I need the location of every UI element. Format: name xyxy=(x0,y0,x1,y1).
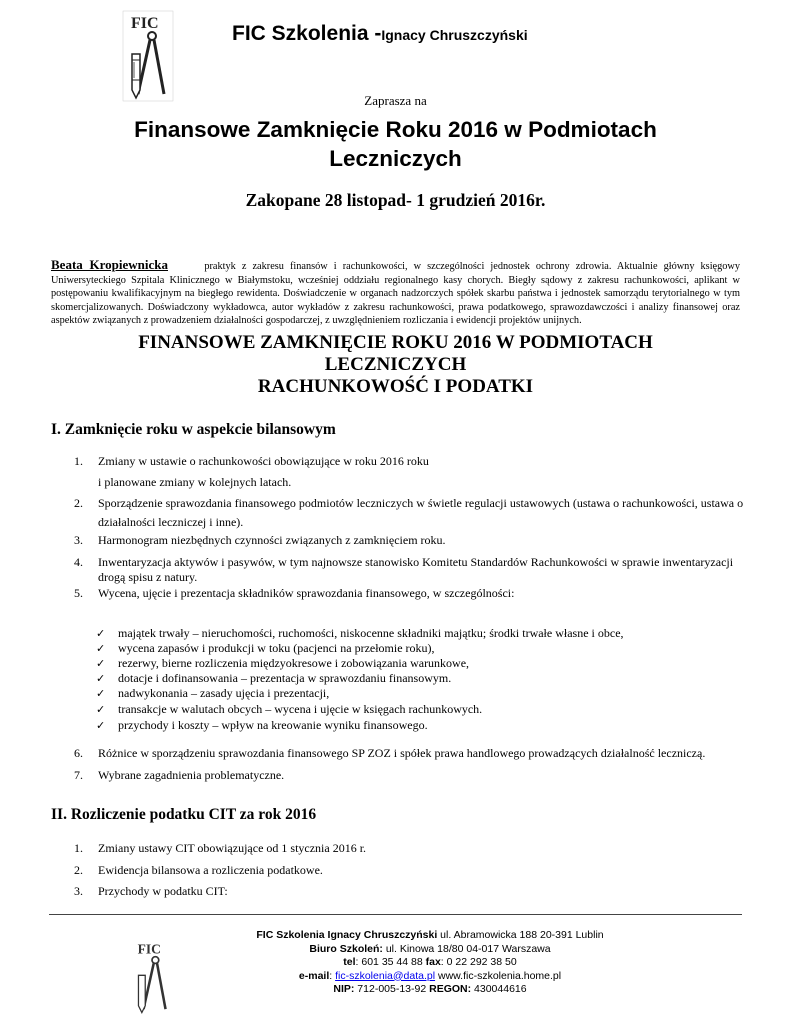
item-number: 1. xyxy=(74,454,83,468)
item-number: 3. xyxy=(74,884,83,898)
check-icon: ✓ xyxy=(96,642,106,655)
item-text: Przychody w podatku CIT: xyxy=(98,884,228,898)
item-number: 5. xyxy=(74,586,83,600)
item-number: 3. xyxy=(74,533,83,547)
program-title-line-1: FINANSOWE ZAMKNIĘCIE ROKU 2016 W PODMIOTACH xyxy=(138,332,653,353)
section-2-heading: II. Rozliczenie podatku CIT za rok 2016 xyxy=(51,806,317,823)
company-owner: Ignacy Chruszczyński xyxy=(381,27,528,43)
check-icon: ✓ xyxy=(96,627,106,640)
item-number: 2. xyxy=(74,496,83,510)
item-text: Inwentaryzacja aktywów i pasywów, w tym najnowsze stanowisko Komitetu Standardów Rachunkowości w sprawie inwentaryzacji xyxy=(98,555,734,569)
footer-office-line xyxy=(200,943,660,957)
invite-text: Zaprasza na xyxy=(364,93,427,108)
footer-office-label: Biuro Szkoleń: xyxy=(309,942,383,955)
item-text: Różnice w sporządzeniu sprawozdania finansowego SP ZOZ i spółek prawa handlowego prowadzących działalność leczniczą. xyxy=(98,746,706,760)
footer-company: FIC Szkolenia Ignacy Chruszczyński xyxy=(256,929,438,941)
footer-email-line: e-mail: fic-szkolenia@data.pl www.fic-szkolenia.home.pl xyxy=(298,969,562,982)
footer-tel: : 601 35 44 88 xyxy=(355,956,426,968)
program-title-line-2: LECZNICZYCH xyxy=(324,354,467,375)
item-text-cont: działalności leczniczej i inne). xyxy=(98,515,244,529)
item-text: Wybrane zagadnienia problematyczne. xyxy=(98,768,285,782)
trainer-name: Beata Kropiewnicka xyxy=(51,257,168,272)
check-icon: ✓ xyxy=(96,687,106,700)
footer-website: www.fic-szkolenia.home.pl xyxy=(435,969,562,982)
check-icon: ✓ xyxy=(96,657,106,670)
footer-regon: 430044616 xyxy=(471,983,527,995)
item-number: 2. xyxy=(74,863,83,877)
item-text: Zmiany w ustawie o rachunkowości obowiązujące w roku 2016 roku xyxy=(98,454,429,468)
check-icon: ✓ xyxy=(96,703,106,716)
item-number: 4. xyxy=(74,555,83,569)
footer-logo-text: FIC xyxy=(137,941,161,957)
program-title-line-3: RACHUNKOWOŚĆ I PODATKI xyxy=(257,376,534,397)
trainer-bio xyxy=(51,258,740,328)
logo-text: FIC xyxy=(131,15,159,32)
footer-nip: 712-005-13-92 xyxy=(354,983,430,995)
program-title xyxy=(0,332,791,398)
item-number: 7. xyxy=(74,768,83,782)
section-1-heading: I. Zamknięcie roku w aspekcie bilansowym xyxy=(51,421,336,438)
fic-logo xyxy=(122,10,174,102)
footer-regon-label: REGON: xyxy=(429,983,472,995)
item-text: Zmiany ustawy CIT obowiązujące od 1 stycznia 2016 r. xyxy=(98,841,367,855)
footer-phone-line xyxy=(200,956,660,970)
footer-email-label: e-mail xyxy=(298,969,330,982)
footer-nip-label: NIP: xyxy=(333,983,355,995)
footer-ids-line xyxy=(200,983,660,997)
footer-address: ul. Abramowicka 188 20-391 Lublin xyxy=(437,929,604,941)
company-main: FIC Szkolenia - xyxy=(232,22,382,45)
item-text: Sporządzenie sprawozdania finansowego podmiotów leczniczych w świetle regulacji ustawowych (ustawa o rachunkowości, ustawa o xyxy=(98,496,744,510)
email-link[interactable]: fic-szkolenia@data.pl xyxy=(335,969,436,982)
item-text-cont: drogą spisu z natury. xyxy=(98,570,198,584)
item-text: Ewidencja bilansowa a rozliczenia podatkowe. xyxy=(98,863,323,877)
company-name xyxy=(232,22,528,46)
check-icon: ✓ xyxy=(96,719,106,732)
footer-tel-label: tel xyxy=(343,956,356,968)
training-title xyxy=(60,115,731,173)
item-text: Wycena, ujęcie i prezentacja składników sprawozdania finansowego, w szczególności: xyxy=(98,586,515,600)
check-icon: ✓ xyxy=(96,672,106,685)
trainer-description: praktyk z zakresu finansów i rachunkowości, w szczególności jednostek ochrony zdrowia. Aktualnie główny księgowy Uniwersyteckiego Szpitala Klinicznego w Białymstoku, wcześniej oddziału regionalnego kasy chorych. Biegły sądowy z zakresu rachunkowości, aplikant w postępowaniu kwalifikacyjnym na biegłego rewidenta. Doświadczenie w organach nadzorczych spółek skarbu państwa i jednostek samorządu terytorialnego w tym skomercjalizowanych. Doświadczony wykładowca, autor wykładów z zakresu rachunkowości, prawa podatkowego, sprawozdawczości i analizy finansowej oraz aspektów związanych z prowadzeniem działalności gospodarczej, z uwzględnieniem rozliczania i ewidencji projektów unijnych. xyxy=(51,261,741,326)
title-line-1: Finansowe Zamknięcie Roku 2016 w Podmiotach xyxy=(134,117,657,142)
footer-office-address: ul. Kinowa 18/80 04-017 Warszawa xyxy=(382,942,551,955)
item-number: 6. xyxy=(74,746,83,760)
title-line-2: Leczniczych xyxy=(329,146,462,171)
footer-fax: : 0 22 292 38 50 xyxy=(440,956,517,968)
footer-divider xyxy=(49,914,742,915)
place-date: Zakopane 28 listopad- 1 grudzień 2016r. xyxy=(245,190,546,210)
footer-company-line xyxy=(200,929,660,943)
footer-fic-logo xyxy=(130,938,174,1016)
item-number: 1. xyxy=(74,841,83,855)
item-text: Harmonogram niezbędnych czynności związanych z zamknięciem roku. xyxy=(98,533,446,547)
item-text-cont: i planowane zmiany w kolejnych latach. xyxy=(98,475,292,489)
footer-fax-label: fax xyxy=(425,956,441,968)
footer-contact xyxy=(200,929,660,997)
